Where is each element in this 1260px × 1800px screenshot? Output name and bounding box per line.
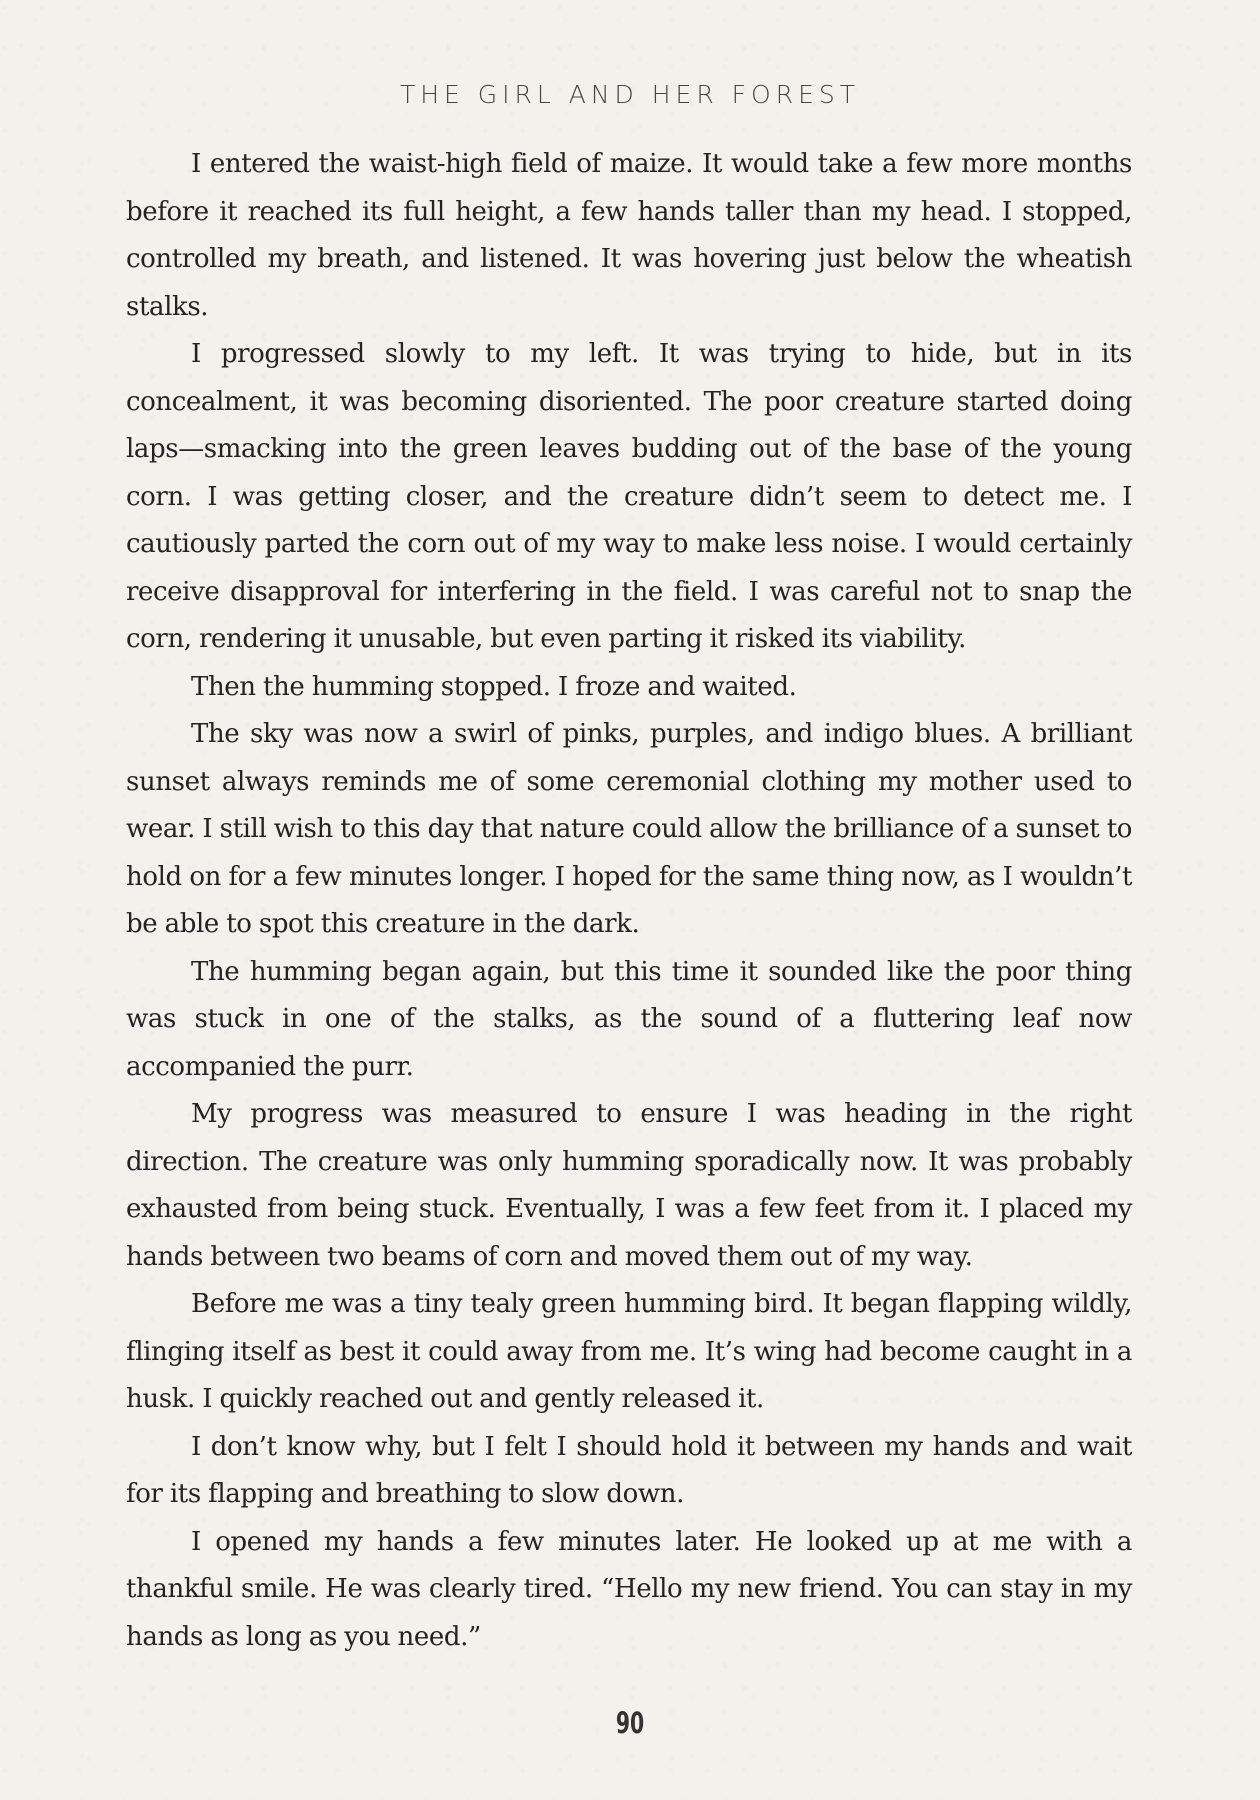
paragraph: I entered the waist-high field of maize. It would take a few more months before it reached its full height, a few hands taller than my head. I stopped, controlled my breath, and listened. It was hovering just below the wheatish stalks. — [126, 149, 1132, 322]
paragraph: Before me was a tiny tealy green humming bird. It began flapping wildly, flinging itself as best it could away from me. It’s wing had become caught in a husk. I quickly reached out and gently released it. — [126, 1289, 1132, 1414]
paragraph: The sky was now a swirl of pinks, purples, and indigo blues. A brilliant sunset always reminds me of some ceremonial clothing my mother used to wear. I still wish to this day that nature could allow the brilliance of a sunset to hold on for a few minutes longer. I hoped for the same thing now, as I wouldn’t be able to spot this creature in the dark. — [126, 719, 1132, 939]
paragraph: I progressed slowly to my left. It was trying to hide, but in its concealment, it was becoming disoriented. The poor creature started doing laps—smacking into the green leaves budding out of the base of the young corn. I was getting closer, and the creature didn’t seem to detect me. I cautiously parted the corn out of my way to make less noise. I would certainly receive disapproval for interfering in the field. I was careful not to snap the corn, rendering it unusable, but even parting it risked its viability. — [126, 339, 1132, 654]
paragraph: I opened my hands a few minutes later. He looked up at me with a thankful smile. He was clearly tired. “Hello my new friend. You can stay in my hands as long as you need.” — [126, 1526, 1132, 1652]
paragraph: I don’t know why, but I felt I should hold it between my hands and wait for its flapping and breathing to slow down. — [126, 1431, 1132, 1509]
paragraph: The humming began again, but this time it sounded like the poor thing was stuck in one of the stalks, as the sound of a fluttering leaf now accompanied the purr. — [126, 956, 1132, 1082]
running-header-title: THE GIRL AND HER FOREST — [399, 80, 861, 109]
body-text — [126, 141, 1132, 1661]
page-number: 90 — [615, 1706, 645, 1740]
paragraph: Then the humming stopped. I froze and waited. — [191, 671, 797, 702]
paragraph: My progress was measured to ensure I was heading in the right direction. The creature was only humming sporadically now. It was probably exhausted from being stuck. Eventually, I was a few feet from it. I placed my hands between two beams of corn and moved them out of my way. — [126, 1099, 1132, 1272]
